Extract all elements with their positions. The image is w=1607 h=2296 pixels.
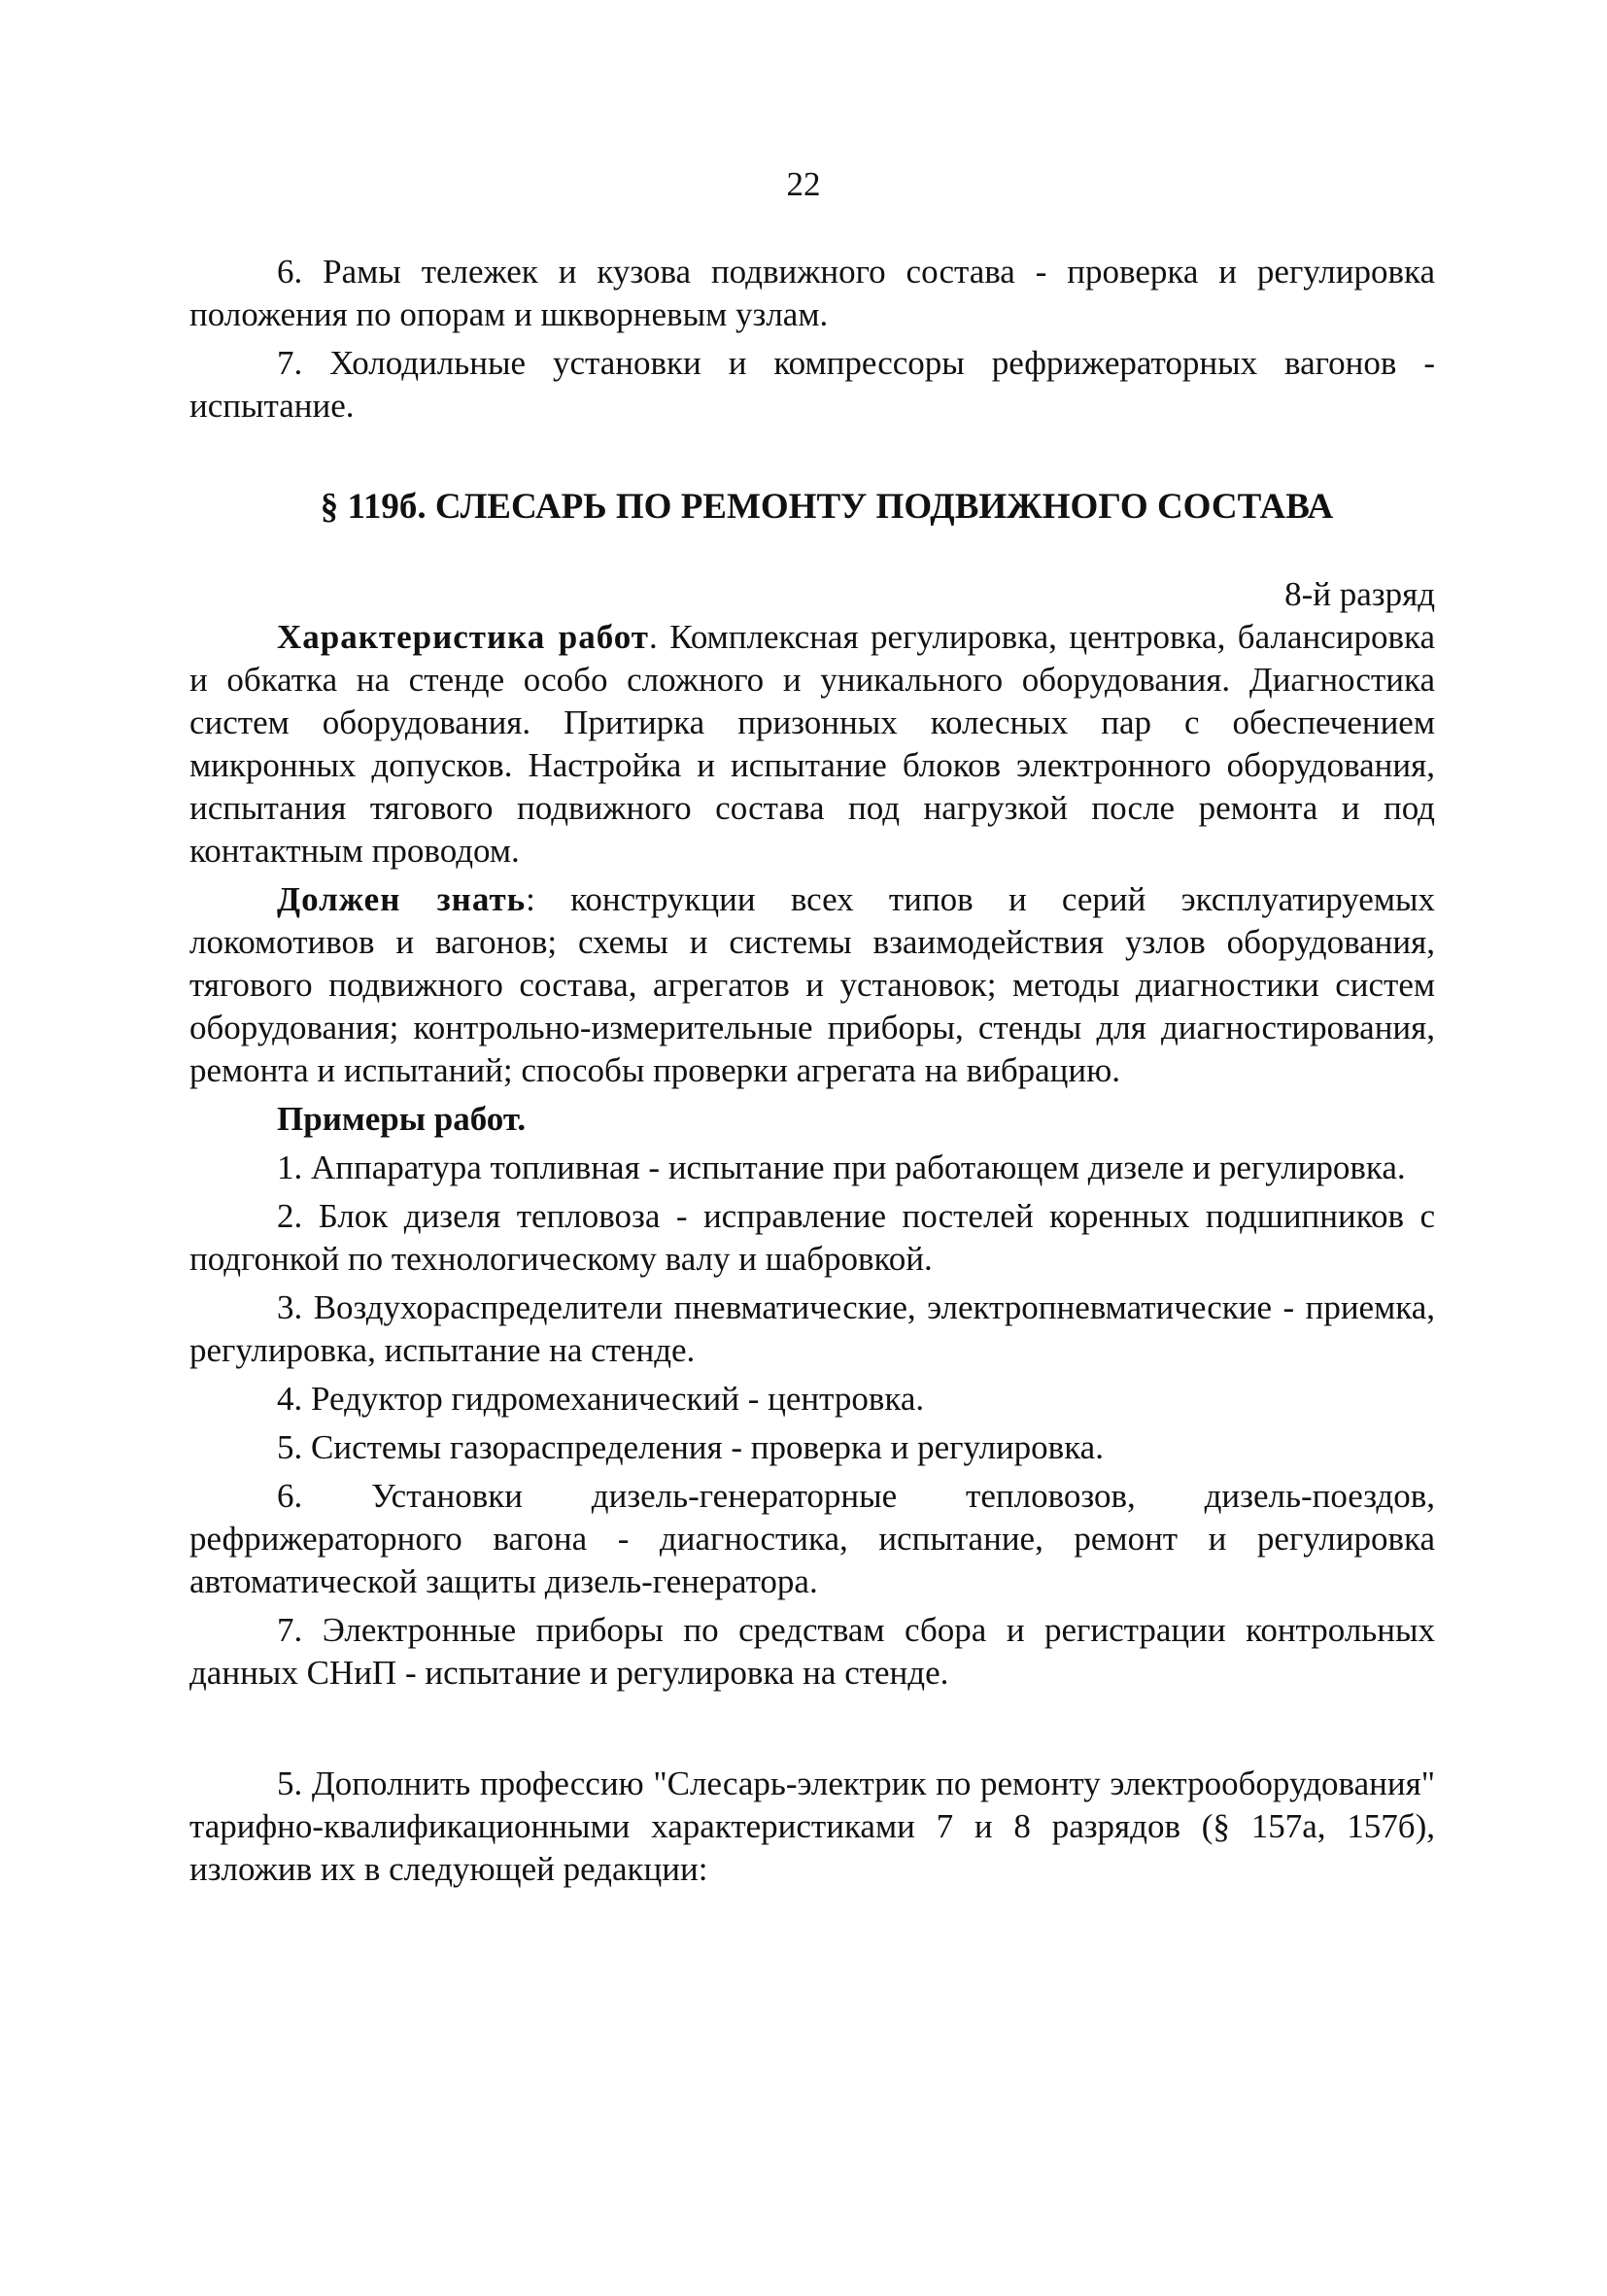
characteristics-text: . Комплексная регулировка, центровка, балансировка и обкатка на стенде особо сложного и уникального оборудования. Диагностика систем оборудования. Притирка призонных колесных пар с обеспечением микронных допусков. Настройка и испытание блоков электронного оборудования, испытания тягового подвижного состава под нагрузкой после ремонта и под контактным проводом. [189, 618, 1435, 870]
example-item-7: 7. Электронные приборы по средствам сбора и регистрации контрольных данных СНиП - испытание и регулировка на стенде. [189, 1611, 1435, 1692]
example-item-2: 2. Блок дизеля тепловоза - исправление постелей коренных подшипников с подгонкой по технологическому валу и шабровкой. [189, 1197, 1435, 1278]
knowledge-text: : конструкции всех типов и серий эксплуатируемых локомотивов и вагонов; схемы и системы взаимодействия узлов оборудования, тягового подвижного состава, агрегатов и установок; методы диагностики систем оборудования; контрольно-измерительные приборы, стенды для диагностирования, ремонта и испытаний; способы проверки агрегата на вибрацию. [189, 880, 1435, 1089]
section-heading: § 119б. СЛЕСАРЬ ПО РЕМОНТУ ПОДВИЖНОГО СОСТАВА [320, 487, 1334, 527]
example-item-5: 5. Системы газораспределения - проверка и регулировка. [277, 1428, 1104, 1466]
closing-paragraph: 5. Дополнить профессию "Слесарь-электрик по ремонту электрооборудования" тарифно-квалификационными характеристиками 7 и 8 разрядов (§ 157а, 157б), изложив их в следующей редакции: [189, 1765, 1435, 1888]
knowledge-paragraph [189, 878, 1435, 1092]
characteristics-label: Характеристика работ [277, 618, 649, 656]
knowledge-label: Должен знать [277, 880, 527, 918]
intro-item-7: 7. Холодильные установки и компрессоры рефрижераторных вагонов - испытание. [189, 344, 1435, 425]
examples-label: Примеры работ. [277, 1100, 527, 1138]
example-item-4: 4. Редуктор гидромеханический - центровка. [277, 1380, 925, 1418]
page-number: 22 [786, 165, 821, 203]
example-item-3: 3. Воздухораспределители пневматические, электропневматические - приемка, регулировка, испытание на стенде. [189, 1288, 1435, 1369]
grade-label: 8-й разряд [1284, 575, 1435, 613]
example-item-6: 6. Установки дизель-генераторные тепловозов, дизель-поездов, рефрижераторного вагона - диагностика, испытание, ремонт и регулировка автоматической защиты дизель-генератора. [189, 1477, 1435, 1600]
characteristics-paragraph [189, 616, 1435, 873]
example-item-1: 1. Аппаратура топливная - испытание при работающем дизеле и регулировка. [277, 1148, 1406, 1186]
intro-item-6: 6. Рамы тележек и кузова подвижного состава - проверка и регулировка положения по опорам и шкворневым узлам. [189, 253, 1435, 333]
document-body [189, 251, 1435, 1891]
